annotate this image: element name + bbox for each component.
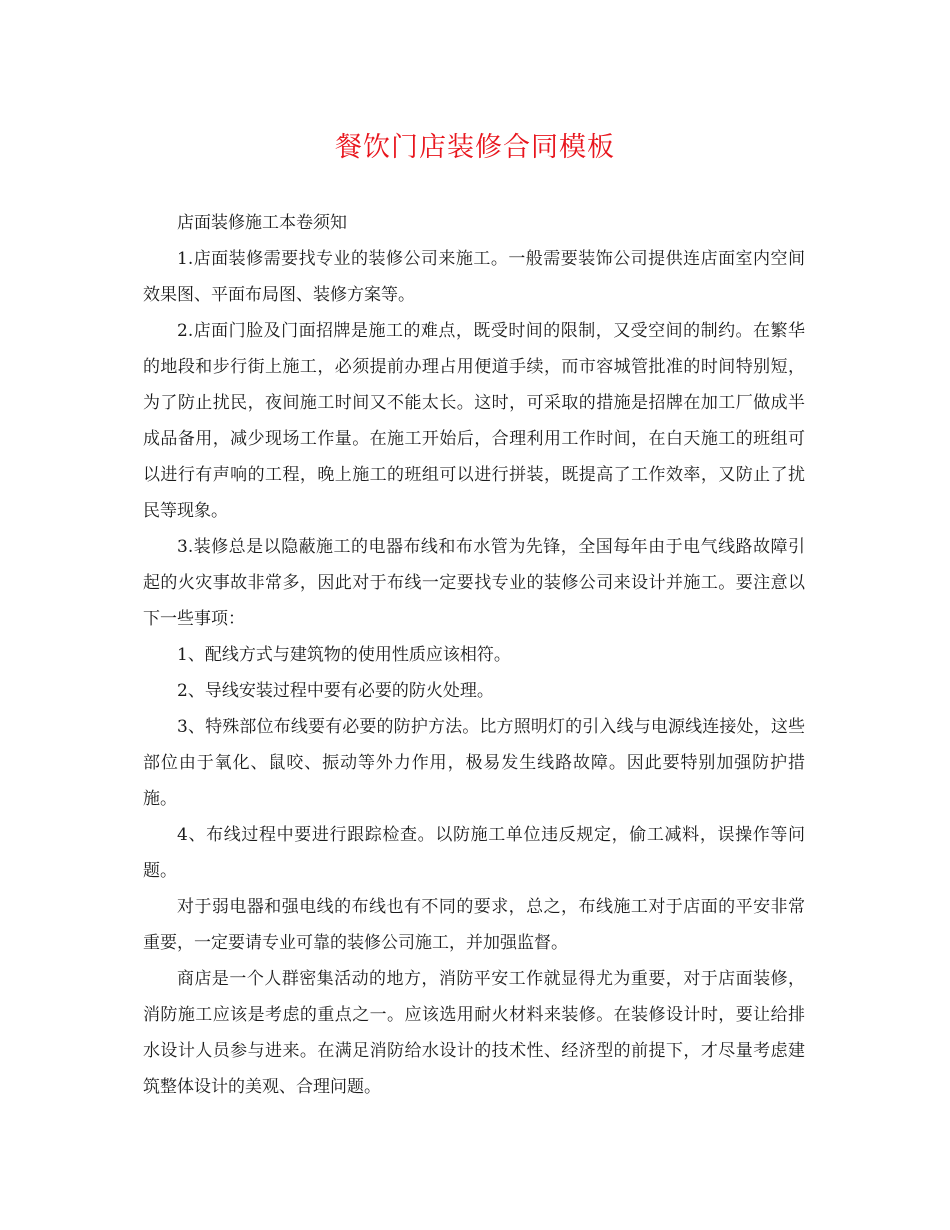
paragraph-item-3: 3.装修总是以隐蔽施工的电器布线和布水管为先锋，全国每年由于电气线路故障引起的火灾事故非常多，因此对于布线一定要找专业的装修公司来设计并施工。要注意以下一些事项： [143, 537, 805, 629]
paragraph-item-2: 2.店面门脸及门面招牌是施工的难点，既受时间的限制，又受空间的制约。在繁华的地段和步行街上施工，必须提前办理占用便道手续，而市容城管批准的时间特别短，为了防止扰民，夜间施工时间又不能太长。这时，可采取的措施是招牌在加工厂做成半成品备用，减少现场工作量。在施工开始后，合理利用工作时间，在白天施工的班组可以进行有声响的工程，晚上施工的班组可以进行拼装，既提高了工作效率，又防止了扰民等现象。 [143, 321, 805, 521]
paragraph-subitem-3: 3、特殊部位布线要有必要的防护方法。比方照明灯的引入线与电源线连接处，这些部位由于氧化、鼠咬、振动等外力作用，极易发生线路故障。因此要特别加强防护措施。 [143, 717, 805, 809]
document-title: 餐饮门店装修合同模板 [335, 132, 615, 163]
paragraph-wiring-summary: 对于弱电器和强电线的布线也有不同的要求，总之，布线施工对于店面的平安非常重要，一定要请专业可靠的装修公司施工，并加强监督。 [143, 897, 805, 953]
paragraph-subitem-4: 4、布线过程中要进行跟踪检查。以防施工单位违反规定，偷工减料，误操作等问题。 [143, 825, 805, 881]
document-body [143, 205, 805, 1105]
paragraph-fire-safety: 商店是一个人群密集活动的地方，消防平安工作就显得尤为重要，对于店面装修，消防施工应该是考虑的重点之一。应该选用耐火材料来装修。在装修设计时，要让给排水设计人员参与进来。在满足消防给水设计的技术性、经济型的前提下，才尽量考虑建筑整体设计的美观、合理问题。 [143, 969, 805, 1097]
paragraph-notice-heading: 店面装修施工本卷须知 [177, 213, 347, 233]
paragraph-subitem-2: 2、导线安装过程中要有必要的防火处理。 [177, 681, 494, 701]
paragraph-item-1: 1.店面装修需要找专业的装修公司来施工。一般需要装饰公司提供连店面室内空间效果图、平面布局图、装修方案等。 [143, 249, 805, 305]
paragraph-subitem-1: 1、配线方式与建筑物的使用性质应该相符。 [177, 645, 511, 665]
